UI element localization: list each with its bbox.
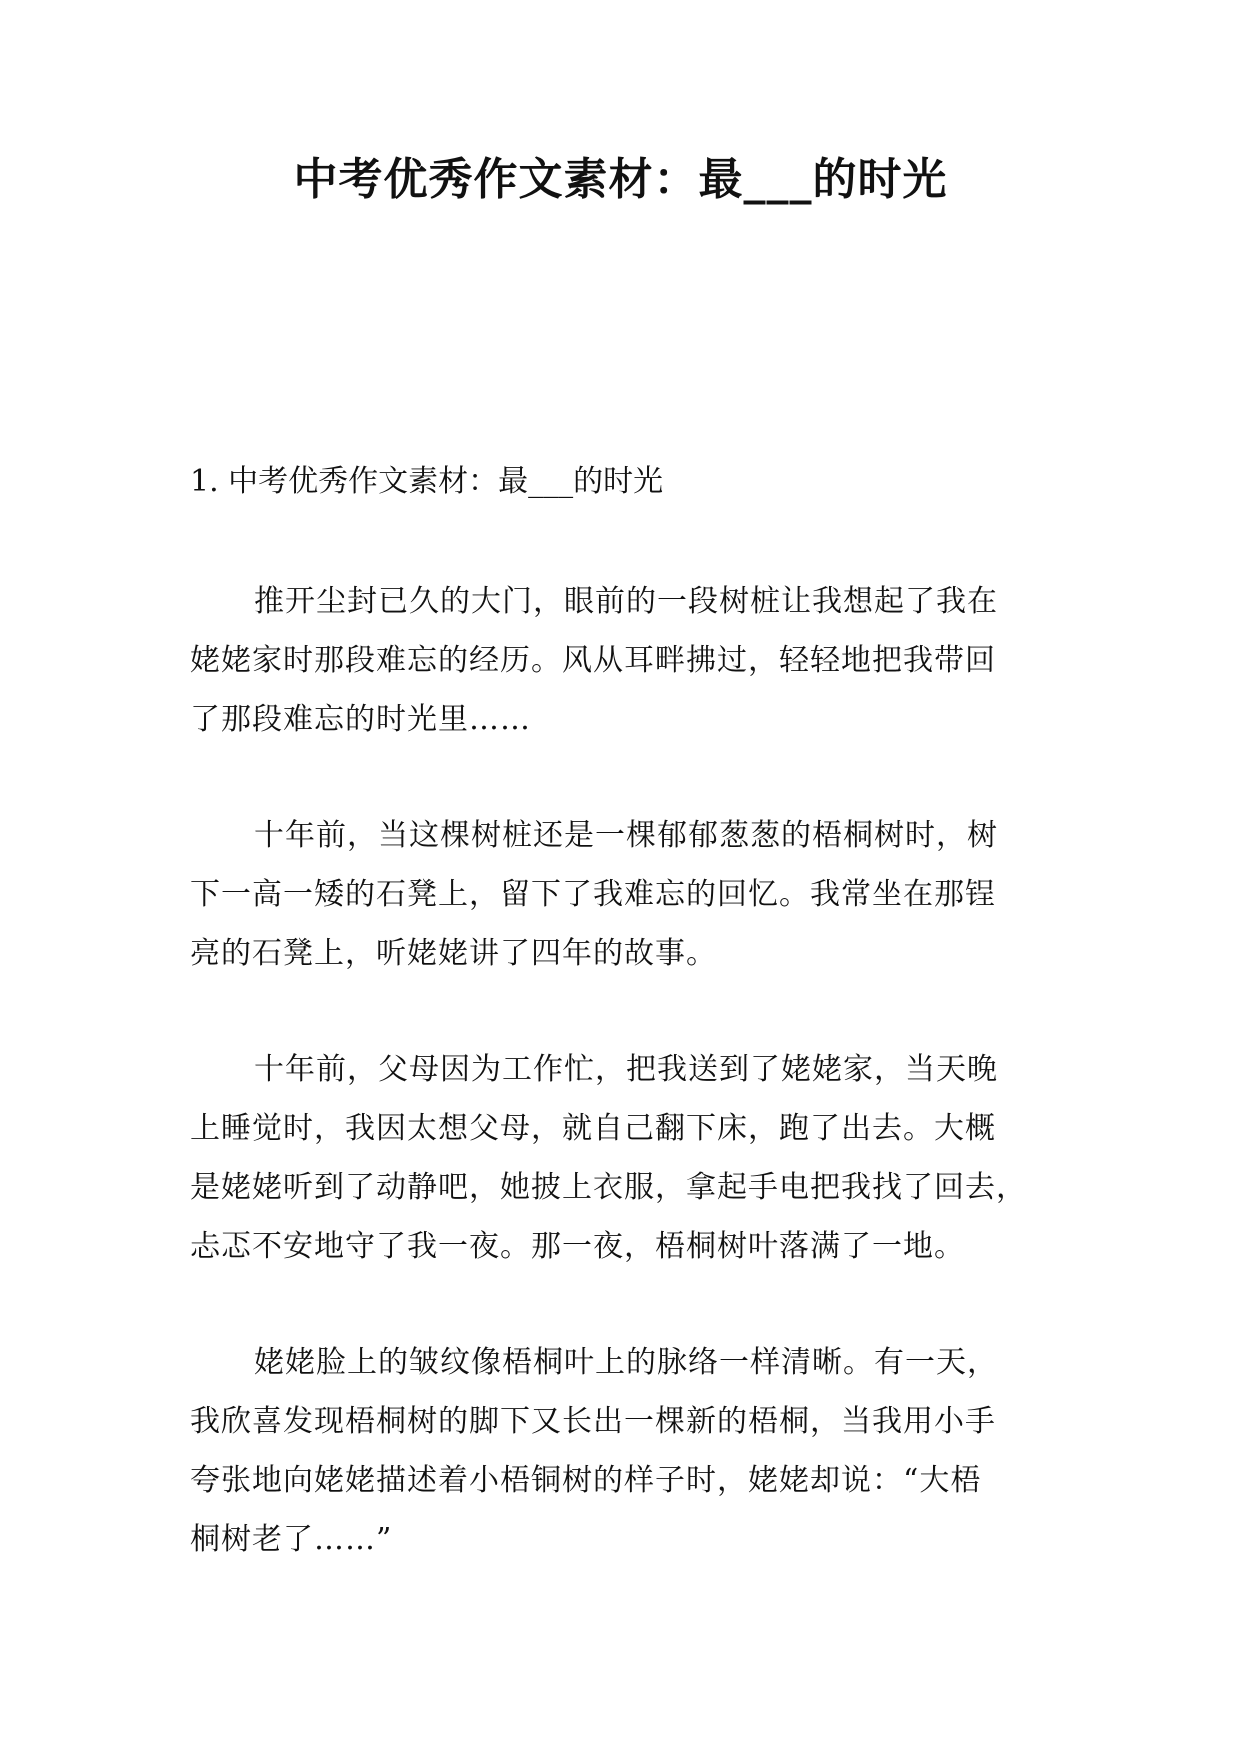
paragraph-line: 上睡觉时，我因太想父母，就自己翻下床，跑了出去。大概 [190, 1111, 996, 1146]
paragraph-line: 夸张地向姥姥描述着小梧铜树的样子时，姥姥却说：“大梧 [190, 1463, 982, 1498]
paragraph-line: 下一高一矮的石凳上，留下了我难忘的回忆。我常坐在那锃 [190, 877, 996, 912]
paragraph-line: 十年前，当这棵树桩还是一棵郁郁葱葱的梧桐树时，树 [254, 818, 998, 853]
paragraph-line: 推开尘封已久的大门，眼前的一段树桩让我想起了我在 [254, 584, 998, 619]
document-title: 中考优秀作文素材：最___的时光 [293, 154, 948, 205]
paragraph-line: 桐树老了……” [190, 1522, 393, 1557]
paragraph-4 [190, 1333, 1050, 1569]
section-heading: 1. 中考优秀作文素材：最___的时光 [190, 464, 664, 499]
paragraph-line: 亮的石凳上，听姥姥讲了四年的故事。 [190, 936, 717, 971]
paragraph-3 [190, 1040, 1050, 1276]
paragraph-line: 十年前，父母因为工作忙，把我送到了姥姥家，当天晚 [254, 1052, 998, 1087]
paragraph-1 [190, 572, 1050, 749]
paragraph-line: 姥姥家时那段难忘的经历。风从耳畔拂过，轻轻地把我带回 [190, 643, 996, 678]
paragraph-line: 姥姥脸上的皱纹像梧桐叶上的脉络一样清晰。有一天， [254, 1345, 998, 1380]
paragraph-line: 我欣喜发现梧桐树的脚下又长出一棵新的梧桐，当我用小手 [190, 1404, 996, 1439]
paragraph-line: 忐忑不安地守了我一夜。那一夜，梧桐树叶落满了一地。 [190, 1229, 965, 1264]
paragraph-line: 了那段难忘的时光里…… [190, 702, 531, 737]
paragraph-line: 是姥姥听到了动静吧，她披上衣服，拿起手电把我找了回去， [190, 1170, 1027, 1205]
paragraph-2 [190, 806, 1050, 983]
